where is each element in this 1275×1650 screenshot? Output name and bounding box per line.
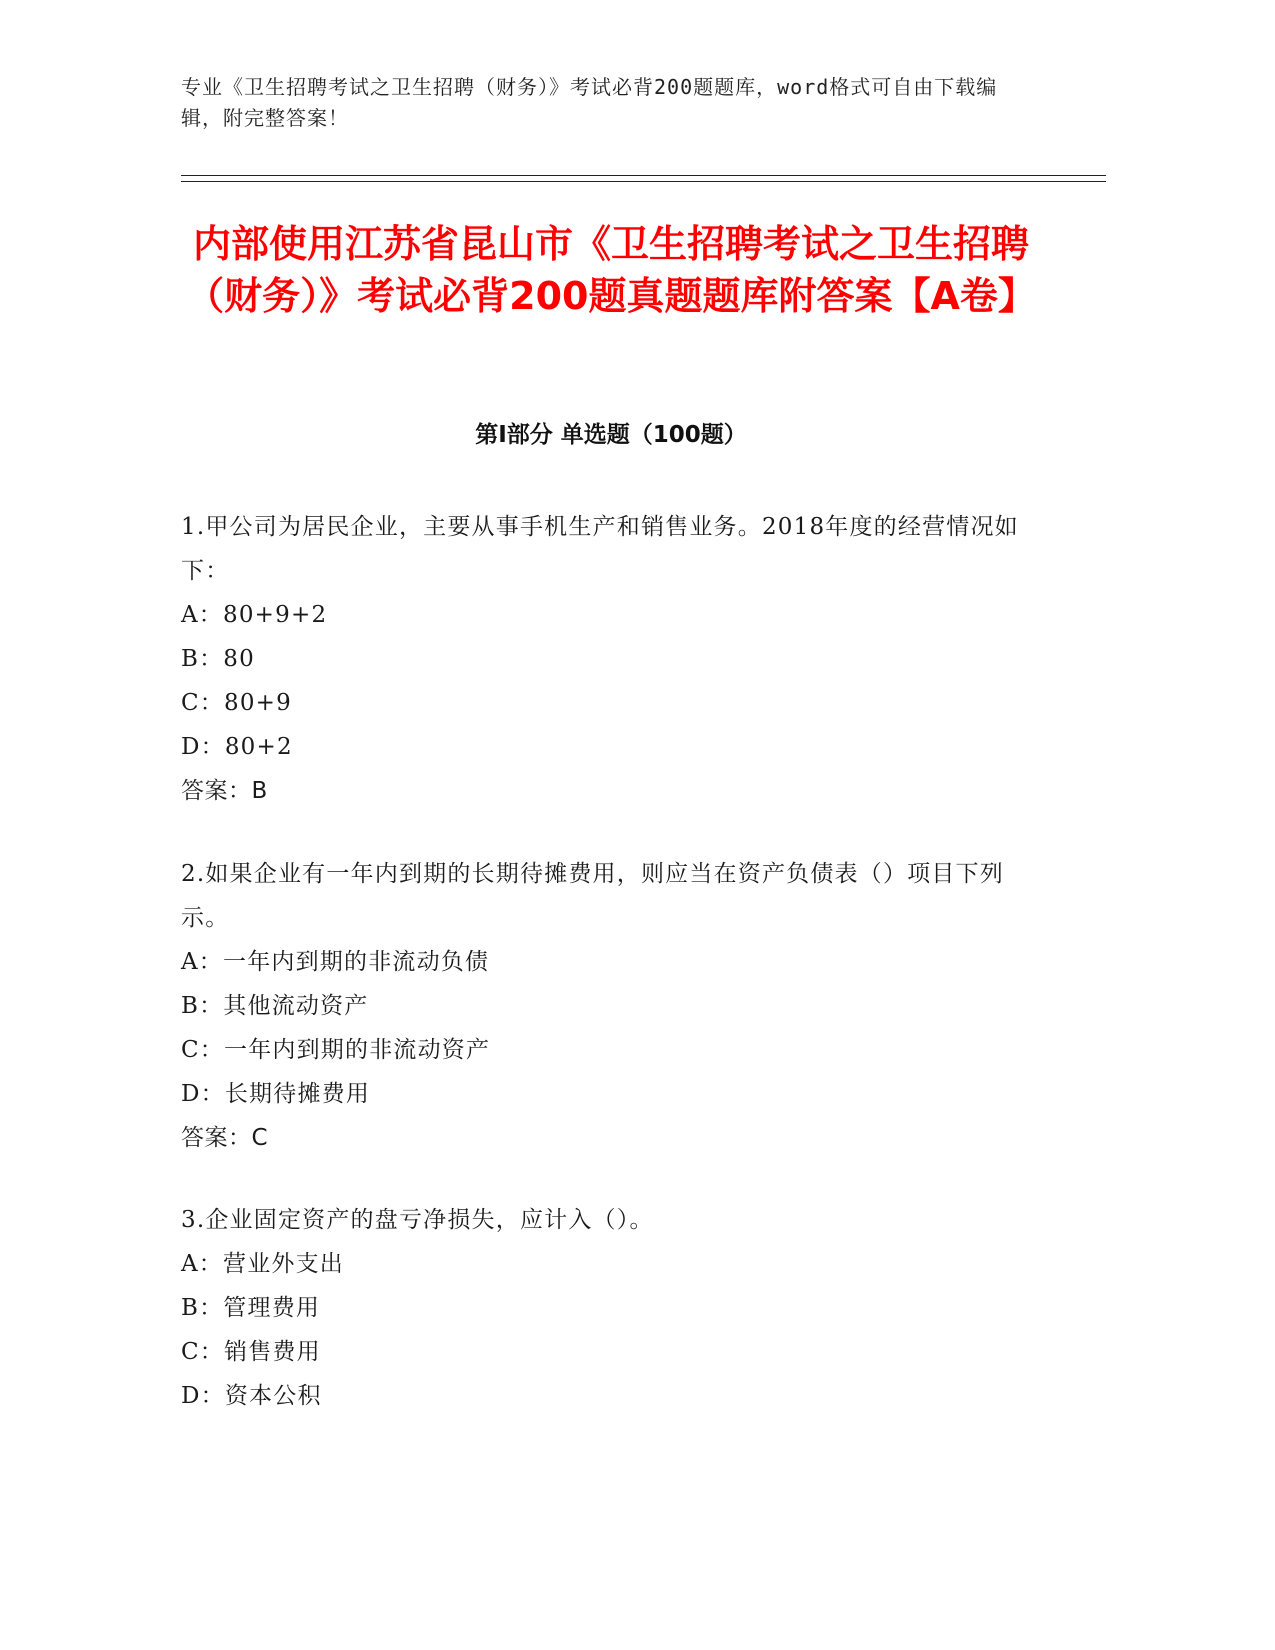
question-stem: 1.甲公司为居民企业，主要从事手机生产和销售业务。2018年度的经营情况如下： <box>181 514 1019 584</box>
option-a: A：一年内到期的非流动负债 <box>181 949 490 975</box>
document-title: 内部使用江苏省昆山市《卫生招聘考试之卫生招聘（财务）》考试必背200题真题题库附答案【A卷】 <box>186 222 1036 318</box>
answer-line: 答案：C <box>181 1125 269 1151</box>
option-c: C：一年内到期的非流动资产 <box>181 1037 491 1063</box>
option-d: D：80+2 <box>181 734 293 760</box>
option-d: D：资本公积 <box>181 1383 322 1409</box>
question-stem: 3.企业固定资产的盘亏净损失，应计入（）。 <box>181 1207 654 1233</box>
question-item <box>181 1198 1041 1418</box>
question-item <box>181 505 1041 813</box>
option-b: B：管理费用 <box>181 1295 321 1321</box>
option-c: C：80+9 <box>181 690 292 716</box>
option-d: D：长期待摊费用 <box>181 1081 371 1107</box>
option-b: B：80 <box>181 646 255 672</box>
option-a: A：营业外支出 <box>181 1251 345 1277</box>
header-note: 专业《卫生招聘考试之卫生招聘（财务）》考试必背200题题库，word格式可自由下载编辑，附完整答案！ <box>181 75 998 130</box>
option-b: B：其他流动资产 <box>181 993 369 1019</box>
answer-line: 答案：B <box>181 778 268 804</box>
header-divider-top <box>181 175 1106 176</box>
section-heading: 第Ⅰ部分 单选题（100题） <box>475 422 747 448</box>
question-item <box>181 852 1041 1160</box>
option-a: A：80+9+2 <box>181 602 328 628</box>
header-divider-bottom <box>181 181 1106 182</box>
option-c: C：销售费用 <box>181 1339 321 1365</box>
question-stem: 2.如果企业有一年内到期的长期待摊费用，则应当在资产负债表（）项目下列示。 <box>181 861 1004 931</box>
